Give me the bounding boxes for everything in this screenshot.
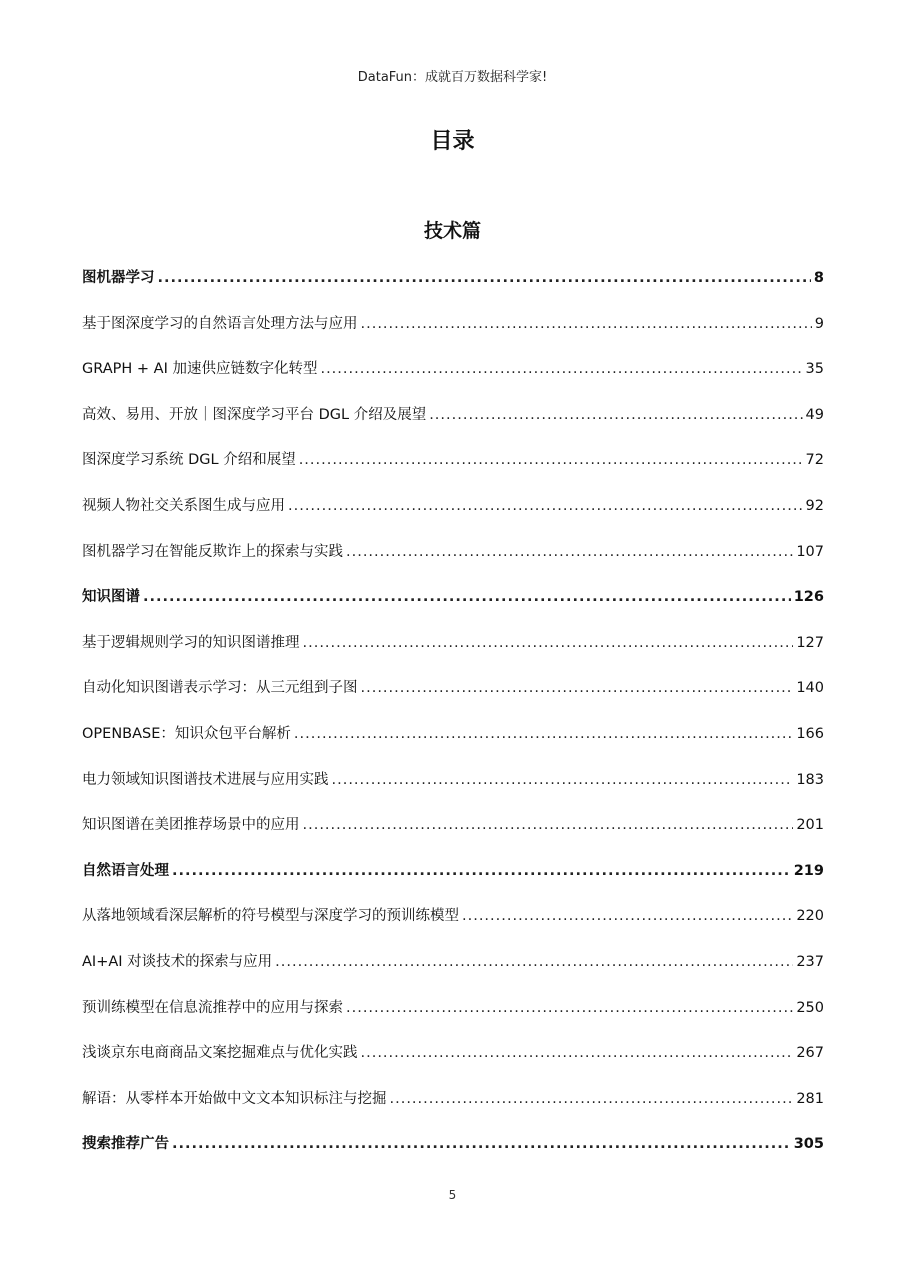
toc-entry-title: 图深度学习系统 DGL 介绍和展望	[82, 452, 296, 469]
toc-entry-title: 知识图谱在美团推荐场景中的应用	[82, 817, 300, 834]
toc-entry-page: 127	[796, 634, 824, 651]
toc-entry[interactable]	[82, 948, 824, 994]
toc-entry-page: 237	[796, 953, 824, 970]
toc-entry-title: 解语：从零样本开始做中文文本知识标注与挖掘	[82, 1090, 387, 1107]
toc-entry[interactable]	[82, 811, 824, 857]
toc-entry-title: 基于逻辑规则学习的知识图谱推理	[82, 634, 300, 651]
toc-entry[interactable]	[82, 902, 824, 948]
toc-entry-title: 视频人物社交关系图生成与应用	[82, 497, 285, 514]
toc-entry[interactable]	[82, 355, 824, 401]
toc-dot-leader	[303, 629, 794, 657]
toc-entry[interactable]	[82, 674, 824, 720]
page-number: 5	[448, 1188, 457, 1202]
toc-entry-title: 自然语言处理	[82, 862, 169, 879]
toc-dot-leader	[299, 446, 803, 474]
toc-entry-title: 知识图谱	[82, 589, 140, 606]
toc-entry[interactable]	[82, 766, 824, 812]
toc-dot-leader	[172, 857, 791, 885]
toc-dot-leader	[143, 583, 791, 611]
toc-entry[interactable]	[82, 629, 824, 675]
toc-entry[interactable]	[82, 720, 824, 766]
page-header: DataFun：成就百万数据科学家!	[357, 70, 548, 85]
toc-entry[interactable]	[82, 1130, 824, 1176]
toc-dot-leader	[172, 1130, 791, 1158]
toc-entry-title: 浅谈京东电商商品文案挖掘难点与优化实践	[82, 1045, 358, 1062]
toc-entry-title: 自动化知识图谱表示学习：从三元组到子图	[82, 680, 358, 697]
toc-dot-leader	[332, 766, 794, 794]
toc-entry-page: 219	[793, 862, 824, 879]
toc-dot-leader	[294, 720, 793, 748]
toc-entry[interactable]	[82, 310, 824, 356]
toc-entry-page: 281	[796, 1090, 824, 1107]
toc-dot-leader	[158, 264, 811, 292]
toc-entry-title: 电力领域知识图谱技术进展与应用实践	[82, 771, 329, 788]
toc-entry-page: 140	[796, 680, 824, 697]
toc-entry-page: 201	[796, 817, 824, 834]
toc-entry-title: 高效、易用、开放｜图深度学习平台 DGL 介绍及展望	[82, 406, 427, 423]
toc-entry-title: GRAPH + AI 加速供应链数字化转型	[82, 361, 318, 378]
toc-entry-page: 35	[805, 361, 824, 378]
toc-entry-title: 图机器学习	[82, 270, 155, 286]
toc-entry-page: 107	[796, 543, 824, 560]
toc-entry-title: 从落地领域看深层解析的符号模型与深度学习的预训练模型	[82, 908, 459, 925]
toc-dot-leader	[346, 994, 793, 1022]
toc-entry-page: 72	[805, 452, 824, 469]
toc-entry-page: 126	[793, 589, 824, 606]
toc-dot-leader	[275, 948, 793, 976]
toc-entry[interactable]	[82, 1085, 824, 1131]
toc-entry[interactable]	[82, 1039, 824, 1085]
page-title: 目录	[430, 129, 475, 154]
toc-entry[interactable]	[82, 401, 824, 447]
toc-entry[interactable]	[82, 583, 824, 629]
toc-entry-page: 9	[814, 315, 824, 332]
toc-entry-title: AI+AI 对谈技术的探索与应用	[82, 953, 273, 970]
toc-dot-leader	[320, 355, 802, 383]
section-title: 技术篇	[423, 220, 481, 242]
toc-dot-leader	[346, 538, 793, 566]
toc-entry-page: 305	[793, 1136, 824, 1153]
toc-entry[interactable]	[82, 538, 824, 584]
toc-dot-leader	[361, 674, 794, 702]
toc-entry[interactable]	[82, 857, 824, 903]
toc-dot-leader	[429, 401, 802, 429]
toc-entry-title: 搜索推荐广告	[82, 1136, 169, 1153]
table-of-contents	[82, 264, 824, 1176]
toc-entry-page: 92	[805, 497, 824, 514]
toc-entry-title: 图机器学习在智能反欺诈上的探索与实践	[82, 543, 343, 560]
toc-dot-leader	[361, 1039, 794, 1067]
toc-dot-leader	[390, 1085, 794, 1113]
toc-entry-page: 250	[796, 999, 824, 1016]
toc-dot-leader	[288, 492, 803, 520]
toc-entry-page: 49	[805, 406, 824, 423]
toc-entry[interactable]	[82, 994, 824, 1040]
toc-entry-page: 220	[796, 908, 824, 925]
toc-entry[interactable]	[82, 446, 824, 492]
toc-dot-leader	[361, 310, 812, 338]
toc-entry-page: 166	[796, 725, 824, 742]
toc-entry[interactable]	[82, 264, 824, 310]
toc-entry-page: 183	[796, 771, 824, 788]
toc-dot-leader	[462, 902, 793, 930]
toc-dot-leader	[303, 811, 794, 839]
toc-entry-title: 基于图深度学习的自然语言处理方法与应用	[82, 315, 358, 332]
toc-entry[interactable]	[82, 492, 824, 538]
toc-entry-title: OPENBASE：知识众包平台解析	[82, 725, 291, 742]
toc-entry-title: 预训练模型在信息流推荐中的应用与探索	[82, 999, 343, 1016]
toc-entry-page: 8	[813, 270, 824, 286]
toc-entry-page: 267	[796, 1045, 824, 1062]
